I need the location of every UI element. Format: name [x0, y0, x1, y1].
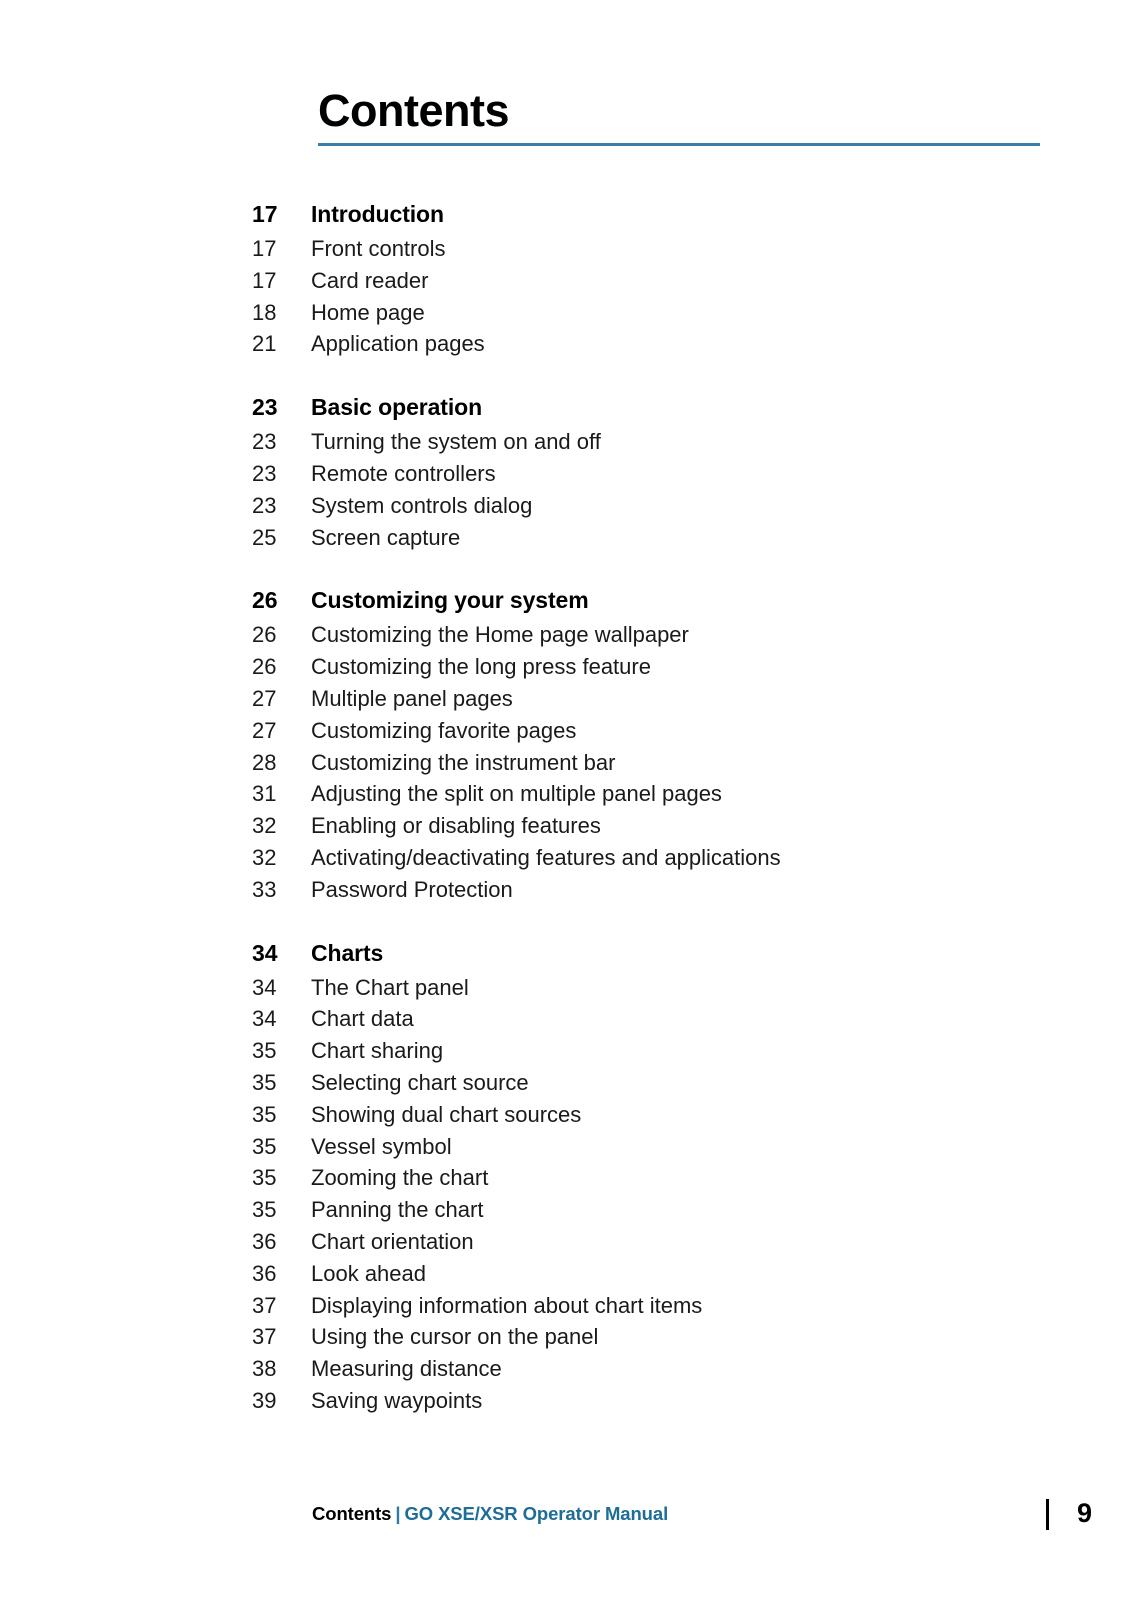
toc-entry[interactable] [252, 972, 1052, 1004]
toc-entry-page: 36 [252, 1228, 277, 1254]
toc-entry[interactable] [252, 297, 1052, 329]
toc-entry[interactable] [252, 522, 1052, 554]
toc-section [252, 935, 1052, 1417]
footer-caption [312, 1503, 668, 1525]
toc-entry[interactable] [252, 778, 1052, 810]
toc-entry-label: Password Protection [311, 876, 513, 902]
toc-entry-page: 28 [252, 749, 277, 775]
toc-entry-page: 39 [252, 1387, 277, 1413]
toc-entry-label: Adjusting the split on multiple panel pages [311, 781, 722, 807]
toc-entry-label: Turning the system on and off [311, 429, 601, 455]
toc-entry-label: Customizing the Home page wallpaper [311, 622, 689, 648]
toc-entry-label: Screen capture [311, 524, 461, 550]
toc-entry[interactable] [252, 1226, 1052, 1258]
toc-section [252, 196, 1052, 360]
toc-entry[interactable] [252, 1162, 1052, 1194]
toc-entry-page: 32 [252, 844, 277, 870]
table-of-contents [252, 196, 1052, 1417]
toc-entry[interactable] [252, 1258, 1052, 1290]
toc-entry-label: Showing dual chart sources [311, 1101, 582, 1127]
toc-section [252, 582, 1052, 905]
page-number: 9 [1076, 1498, 1092, 1528]
toc-entry-page: 21 [252, 331, 277, 357]
footer-manual-title: GO XSE/XSR Operator Manual [404, 1503, 669, 1524]
toc-entry[interactable] [252, 651, 1052, 683]
toc-entry-label: Selecting chart source [311, 1069, 529, 1095]
toc-entry[interactable] [252, 458, 1052, 490]
toc-entry-page: 34 [252, 974, 277, 1000]
toc-section [252, 389, 1052, 553]
toc-entry-page: 35 [252, 1133, 277, 1159]
toc-entry-page: 32 [252, 813, 277, 839]
toc-entry-page: 36 [252, 1260, 277, 1286]
toc-entry-page: 35 [252, 1069, 277, 1095]
toc-entry[interactable] [252, 490, 1052, 522]
toc-entry-label: Multiple panel pages [311, 685, 513, 711]
toc-entry-label: Customizing the instrument bar [311, 749, 616, 775]
toc-entry[interactable] [252, 1290, 1052, 1322]
toc-entry-page: 25 [252, 524, 277, 550]
toc-entry-page: 17 [252, 267, 277, 293]
toc-entry[interactable] [252, 1321, 1052, 1353]
toc-entry[interactable] [252, 233, 1052, 265]
toc-entry-label: Vessel symbol [311, 1133, 452, 1159]
toc-entry-label: The Chart panel [311, 974, 469, 1000]
toc-entry[interactable] [252, 1099, 1052, 1131]
toc-entry[interactable] [252, 426, 1052, 458]
footer-rule-icon [1046, 1499, 1049, 1530]
toc-entry-label: Customizing the long press feature [311, 654, 651, 680]
toc-entry[interactable] [252, 1385, 1052, 1417]
toc-entry-label: Customizing favorite pages [311, 717, 577, 743]
toc-entry[interactable] [252, 328, 1052, 360]
toc-entry[interactable] [252, 715, 1052, 747]
toc-entry-label: Using the cursor on the panel [311, 1324, 599, 1350]
toc-entry[interactable] [252, 1003, 1052, 1035]
footer-section-name: Contents [312, 1503, 392, 1524]
toc-entry-label: Activating/deactivating features and applications [311, 844, 781, 870]
toc-heading-label: Introduction [311, 201, 444, 227]
toc-entry-label: Zooming the chart [311, 1165, 489, 1191]
toc-entry[interactable] [252, 619, 1052, 651]
toc-entry-label: Chart data [311, 1006, 414, 1032]
page-footer [0, 1497, 1128, 1543]
toc-entry-page: 31 [252, 781, 277, 807]
toc-entry-label: Card reader [311, 267, 429, 293]
toc-entry-page: 37 [252, 1292, 277, 1318]
toc-entry-page: 18 [252, 299, 277, 325]
toc-entry[interactable] [252, 265, 1052, 297]
toc-entry-page: 35 [252, 1165, 277, 1191]
toc-entry-label: Measuring distance [311, 1356, 502, 1382]
page-header [318, 85, 1040, 146]
toc-entry[interactable] [252, 683, 1052, 715]
toc-entry-label: Chart orientation [311, 1228, 474, 1254]
toc-entry-page: 23 [252, 460, 277, 486]
toc-entry-label: Remote controllers [311, 460, 496, 486]
toc-entry[interactable] [252, 842, 1052, 874]
toc-entry[interactable] [252, 1035, 1052, 1067]
toc-entry-label: Saving waypoints [311, 1387, 483, 1413]
toc-entry[interactable] [252, 810, 1052, 842]
toc-entry-page: 35 [252, 1038, 277, 1064]
toc-entry[interactable] [252, 1353, 1052, 1385]
toc-entry-page: 26 [252, 622, 277, 648]
toc-entry-page: 38 [252, 1356, 277, 1382]
toc-entry[interactable] [252, 1067, 1052, 1099]
toc-entry[interactable] [252, 1131, 1052, 1163]
toc-entry-page: 27 [252, 717, 277, 743]
toc-section-heading[interactable] [252, 582, 1052, 619]
toc-entry-label: Look ahead [311, 1260, 426, 1286]
toc-entry[interactable] [252, 1194, 1052, 1226]
toc-heading-label: Basic operation [311, 394, 483, 421]
toc-section-heading[interactable] [252, 935, 1052, 972]
toc-entry-page: 27 [252, 685, 277, 711]
toc-heading-page: 23 [252, 394, 278, 421]
toc-entry-label: Application pages [311, 331, 485, 357]
footer-separator: | [395, 1503, 401, 1524]
toc-entry-page: 37 [252, 1324, 277, 1350]
toc-entry[interactable] [252, 747, 1052, 779]
toc-entry-page: 17 [252, 236, 277, 261]
toc-entry-page: 23 [252, 492, 277, 518]
toc-entry-page: 35 [252, 1101, 277, 1127]
toc-entry-label: Enabling or disabling features [311, 813, 601, 839]
toc-entry-label: Front controls [311, 236, 446, 261]
toc-entry-page: 34 [252, 1006, 277, 1032]
toc-heading-page: 26 [252, 587, 278, 614]
toc-entry-page: 23 [252, 429, 277, 455]
toc-heading-label: Charts [311, 939, 384, 966]
toc-entry-label: Home page [311, 299, 425, 325]
toc-section-heading[interactable] [252, 196, 1052, 233]
title-divider [318, 143, 1040, 146]
toc-heading-label: Customizing your system [311, 587, 589, 614]
toc-entry[interactable] [252, 874, 1052, 906]
footer-page-group [1046, 1497, 1092, 1530]
toc-heading-page: 17 [252, 201, 278, 227]
toc-heading-page: 34 [252, 939, 278, 966]
toc-entry-page: 33 [252, 876, 277, 902]
page-title: Contents [318, 85, 509, 136]
toc-entry-page: 35 [252, 1197, 277, 1223]
toc-entry-label: Panning the chart [311, 1197, 484, 1223]
toc-entry-label: Chart sharing [311, 1038, 444, 1064]
toc-entry-label: Displaying information about chart items [311, 1292, 703, 1318]
toc-entry-label: System controls dialog [311, 492, 533, 518]
toc-entry-page: 26 [252, 654, 277, 680]
toc-section-heading[interactable] [252, 389, 1052, 426]
